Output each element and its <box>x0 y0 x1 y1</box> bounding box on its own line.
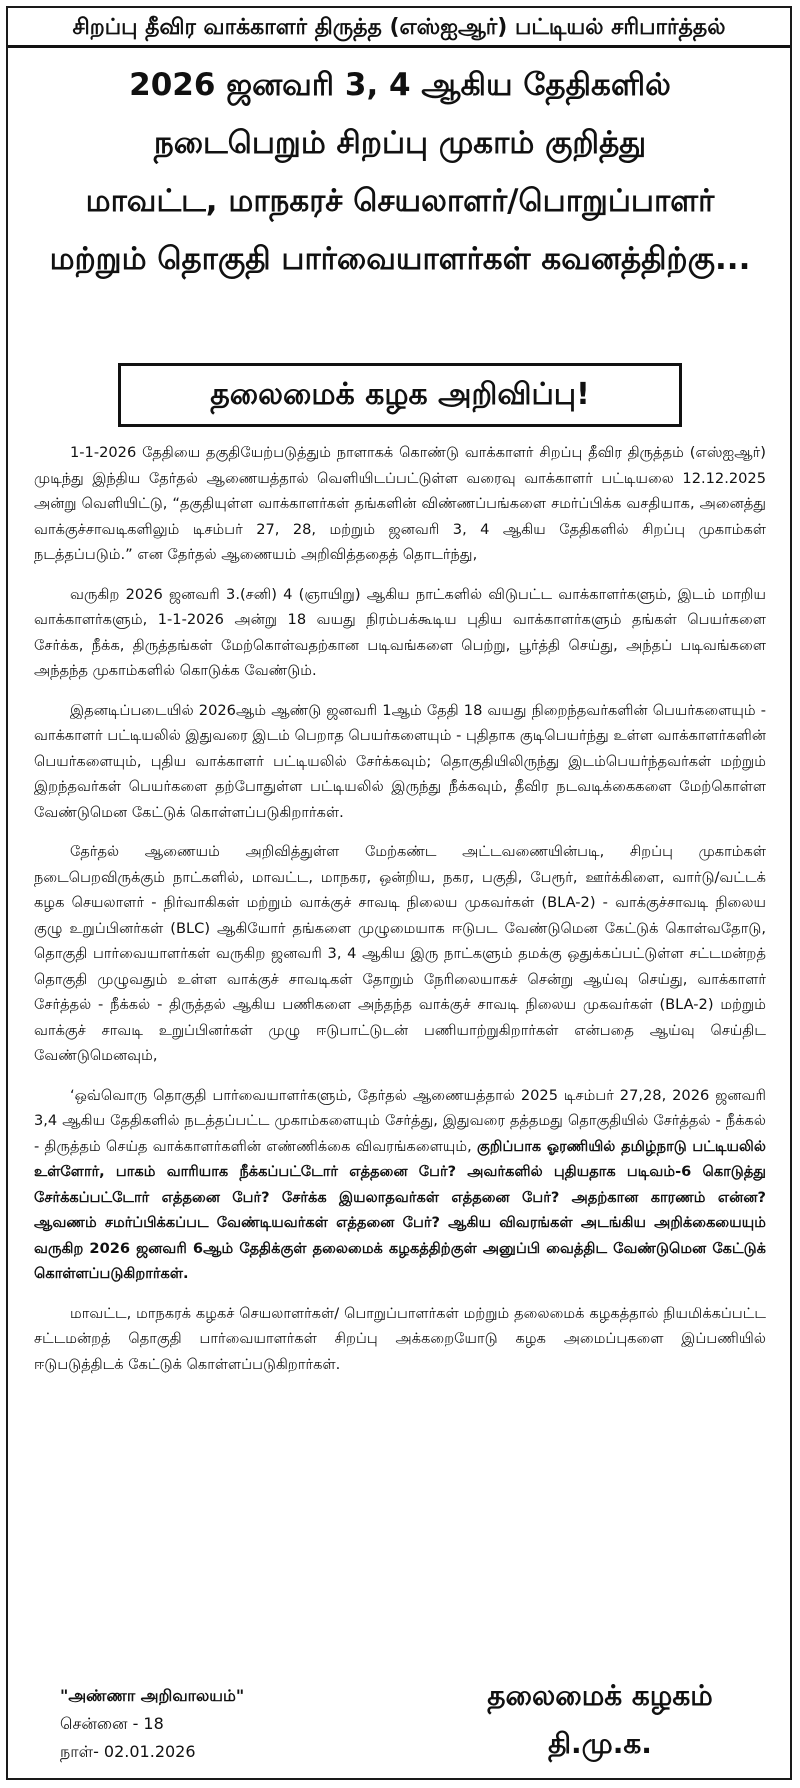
announcement-body <box>34 440 766 1391</box>
footer-address <box>60 1682 244 1766</box>
footer-date: நாள்- 02.01.2026 <box>60 1742 196 1761</box>
headline-line-3: மாவட்ட, மாநகரச் செயலாளர்/பொறுப்பாளர் <box>85 183 715 219</box>
announcement-box-title: தலைமைக் கழக அறிவிப்பு! <box>118 363 682 427</box>
footer-city: சென்னை - 18 <box>60 1714 164 1733</box>
footer-org: தலைமைக் கழகம் <box>487 1679 713 1712</box>
paragraph-5-bold: குறிப்பாக ஓரணியில் தமிழ்நாடு பட்டியலில் உள்ளோர், பாகம் வாரியாக நீக்கப்பட்டோர் எத்தனை பேர்? அவர்களில் புதியதாக படிவம்-6 கொடுத்து சேர்க்கப்பட்டோர் எத்தனை பேர்? சேர்க்க இயலாதவர்கள் எத்தனை பேர்? அதற்கான காரணம் என்ன? ஆவணம் சமர்ப்பிக்கப்பட வேண்டியவர்கள் எத்தனை பேர்? ஆகிய விவரங்கள் அடங்கிய அறிக்கையையும் வருகிற 2026 ஜனவரி 6ஆம் தேதிக்குள் தலைமைக் கழகத்திற்குள் அனுப்பி வைத்திட வேண்டுமென கேட்டுக் கொள்ளப்படுகிறார்கள். <box>34 1137 767 1282</box>
paragraph-4: தேர்தல் ஆணையம் அறிவித்துள்ள மேற்கண்ட அட்டவணையின்படி, சிறப்பு முகாம்கள் நடைபெறவிருக்கும் நாட்களில், மாவட்ட, மாநகர, ஒன்றிய, நகர, பகுதி, பேரூர், ஊர்க்கிளை, வார்டு/வட்டக் கழக செயலாளர் - நிர்வாகிகள் மற்றும் வாக்குச் சாவடி நிலைய முகவர்கள் (BLA-2) - வாக்குச்சாவடி நிலைய குழு உறுப்பினர்கள் (BLC) ஆகியோர் தங்களை முழுமையாக ஈடுபட வேண்டுமென கேட்டுக் கொள்வதோடு, தொகுதி பார்வையாளர்கள் வருகிற ஜனவரி 3, 4 ஆகிய இரு நாட்களும் தமக்கு ஒதுக்கப்பட்டுள்ள சட்டமன்றத் தொகுதி முழுவதும் உள்ள வாக்குச் சாவடிகள் தோறும் நேரிலையாகச் சென்று ஆய்வு செய்து, வாக்காளர் சேர்த்தல் - நீக்கல் - திருத்தல் ஆகிய பணிகளை அந்தந்த வாக்குச் சாவடி நிலைய முகவர்கள் (BLA-2) மற்றும் வாக்குச் சாவடி உறுப்பினர்கள் முழு ஈடுபாட்டுடன் பணியாற்றுகிறார்கள் என்பதை ஆய்வு செய்திட வேண்டுமெனவும், <box>34 843 766 1064</box>
paragraph-6: மாவட்ட, மாநகரக் கழகச் செயலாளர்கள்/ பொறுப்பாளர்கள் மற்றும் தலைமைக் கழகத்தால் நியமிக்கப்பட்ட சட்டமன்றத் தொகுதி பார்வையாளர்கள் சிறப்பு அக்கறையோடு கழக அமைப்புகளை இப்பணியில் ஈடுபடுத்திடக் கேட்டுக் கொள்ளப்படுகிறார்கள். <box>34 1304 766 1373</box>
paragraph-1: 1-1-2026 தேதியை தகுதியேற்படுத்தும் நாளாகக் கொண்டு வாக்காளர் சிறப்பு தீவிர திருத்தம் (எஸ்ஐஆர்) முடிந்து இந்திய தேர்தல் ஆணையத்தால் வெளியிடப்பட்டுள்ள வரைவு வாக்காளர் பட்டியலை 12.12.2025 அன்று வெளியிட்டு, “தகுதியுள்ள வாக்காளர்கள் தங்களின் விண்ணப்பங்களை சமர்ப்பிக்க வசதியாக, அனைத்து வாக்குச்சாவடிகளிலும் டிசம்பர் 27, 28, மற்றும் ஜனவரி 3, 4 ஆகிய தேதிகளில் சிறப்பு முகாம்கள் நடத்தப்படும்.” என தேர்தல் ஆணையம் அறிவித்ததைத் தொடர்ந்து, <box>34 444 766 563</box>
footer-party: தி.மு.க. <box>548 1727 652 1760</box>
paragraph-5 <box>34 1083 766 1287</box>
topline-banner: சிறப்பு தீவிர வாக்காளர் திருத்த (எஸ்ஐஆர்) பட்டியல் சரிபார்த்தல் <box>8 8 790 48</box>
footer-signature <box>430 1672 770 1768</box>
footer-place: "அண்ணா அறிவாலயம்" <box>60 1686 245 1705</box>
paragraph-2: வருகிற 2026 ஜனவரி 3.(சனி) 4 (ஞாயிறு) ஆகிய நாட்களில் விடுபட்ட வாக்காளர்களும், இடம் மாறிய வாக்காளர்களும், 1-1-2026 அன்று 18 வயது நிரம்பக்கூடிய புதிய வாக்காளர்களும் தங்கள் பெயர்களை சேர்க்க, நீக்க, திருத்தங்கள் மேற்கொள்வதற்கான படிவங்களை பெற்று, பூர்த்தி செய்து, அந்தப் படிவங்களை அந்தந்த முகாம்களில் கொடுக்க வேண்டும். <box>34 585 766 679</box>
paragraph-3: இதனடிப்படையில் 2026ஆம் ஆண்டு ஜனவரி 1ஆம் தேதி 18 வயது நிறைந்தவர்களின் பெயர்களையும் - வாக்காளர் பட்டியலில் இதுவரை இடம் பெறாத பெயர்களையும் - புதிதாக குடிபெயர்ந்து உள்ள வாக்காளர்களின் பெயர்களையும், புதிய வாக்காளர் பட்டியலில் சேர்க்கவும்; தொகுதியிலிருந்து இடம்பெயர்ந்தவர்கள் மற்றும் இறந்தவர்கள் பெயர்களை தற்போதுள்ள பட்டியலில் இருந்து நீக்கவும், தீவிர நடவடிக்கைகளை மேற்கொள்ள வேண்டுமென கேட்டுக் கொள்ளப்படுகிறார்கள். <box>34 701 766 821</box>
headline <box>18 56 782 288</box>
paragraph-5-normal: ‘ஒவ்வொரு தொகுதி பார்வையாளர்களும், தேர்தல் ஆணையத்தால் 2025 டிசம்பர் 27,28, 2026 ஜனவரி 3,4 ஆகிய தேதிகளில் நடத்தப்பட்ட முகாம்களையும் சேர்த்து, இதுவரை தத்தமது தொகுதியில் சேர்த்தல் - நீக்கல் - திருத்தம் செய்த வாக்காளர்களின் எண்ணிக்கை விவரங்களையும், <box>34 1086 766 1155</box>
headline-line-1: 2026 ஜனவரி 3, 4 ஆகிய தேதிகளில் <box>129 67 671 103</box>
headline-line-4: மற்றும் தொகுதி பார்வையாளர்கள் கவனத்திற்கு... <box>49 241 751 277</box>
headline-line-2: நடைபெறும் சிறப்பு முகாம் குறித்து <box>153 125 647 161</box>
